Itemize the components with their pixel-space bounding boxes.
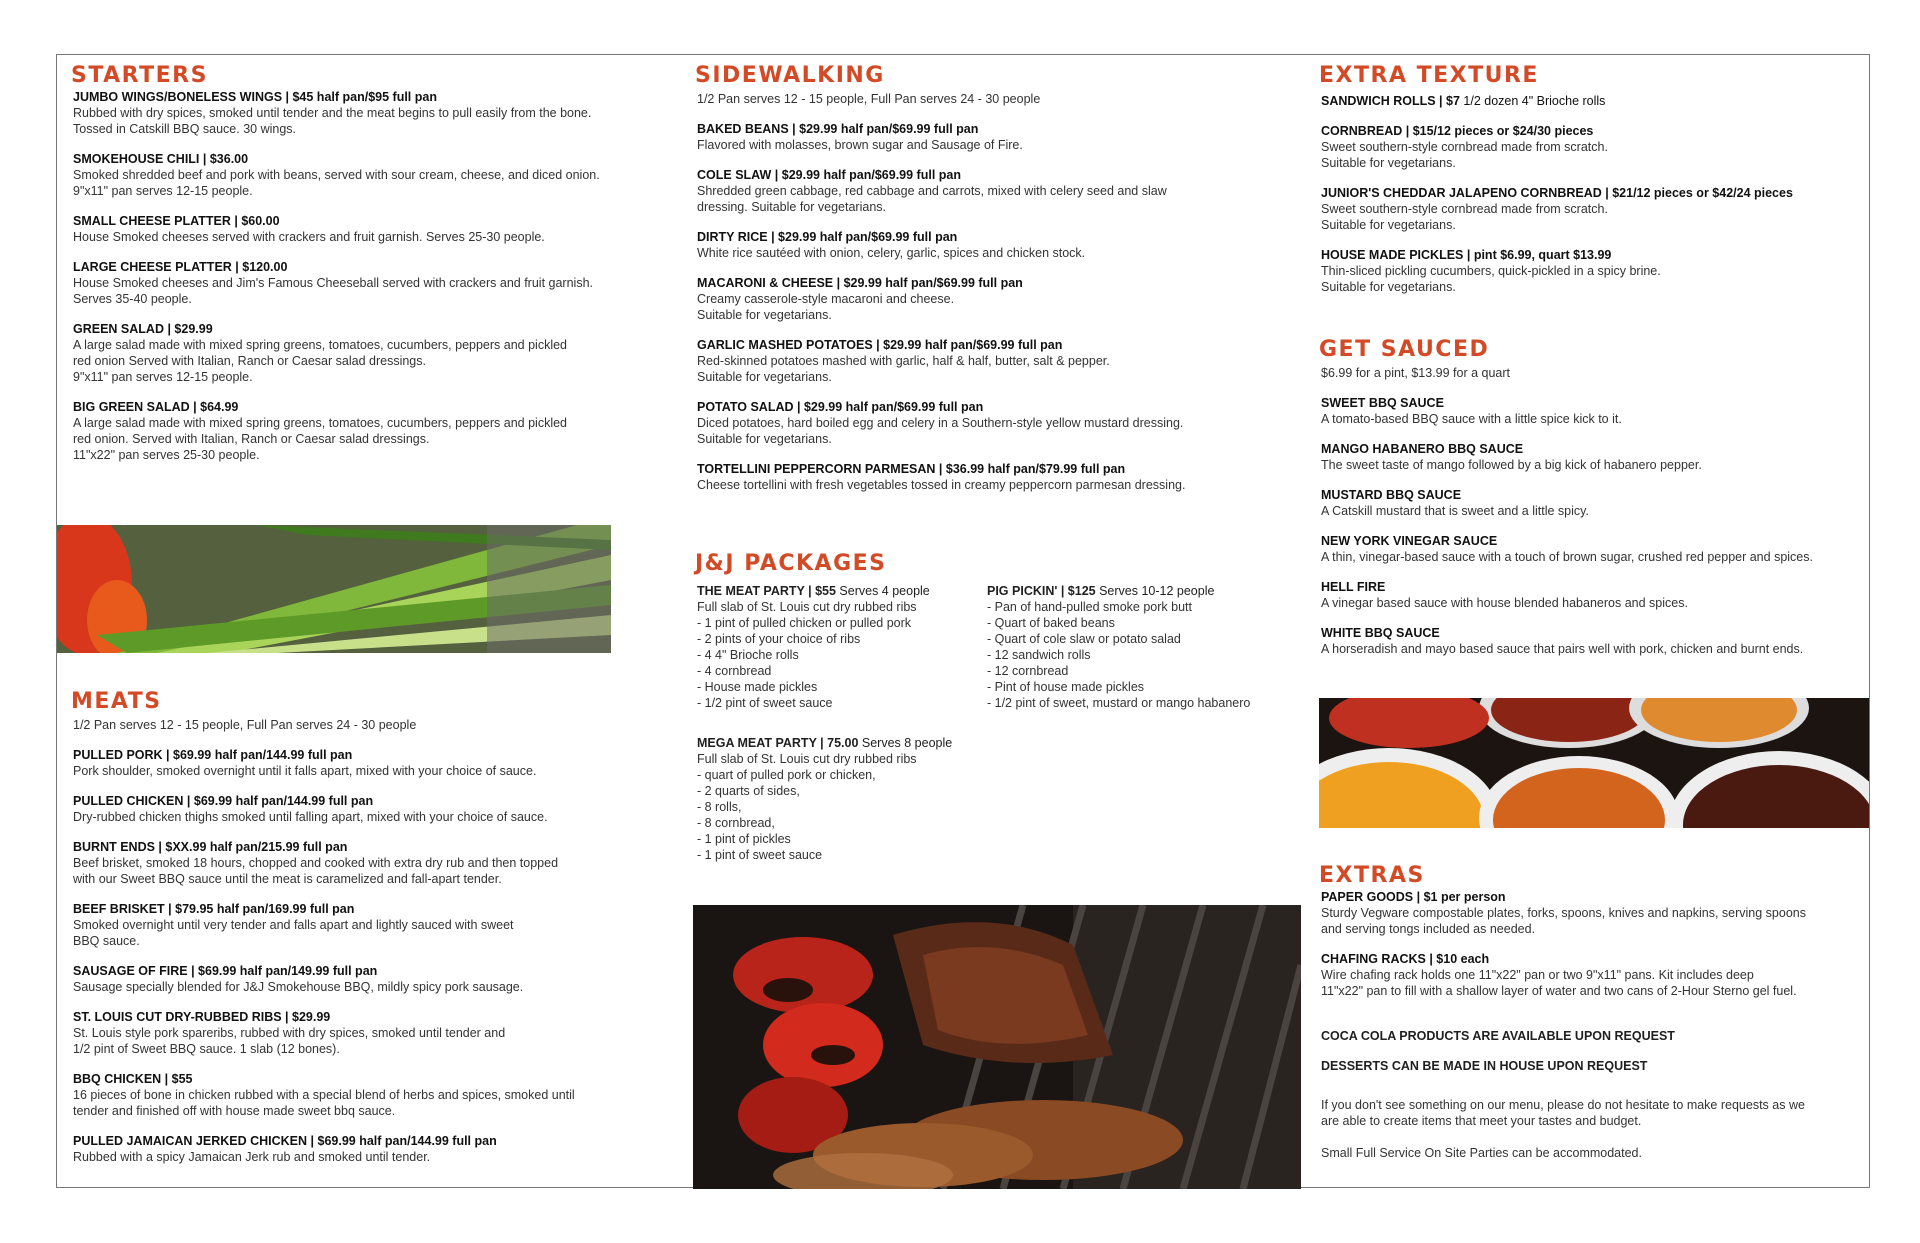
menu-item-name: PAPER GOODS | $1 per person	[1321, 890, 1506, 904]
menu-item-description: Sweet southern-style cornbread made from scratch. Suitable for vegetarians.	[1321, 140, 1608, 170]
menu-item-description: A vinegar based sauce with house blended habaneros and spices.	[1321, 596, 1688, 610]
package-line: - House made pickles	[697, 680, 818, 694]
menu-item-name: SANDWICH ROLLS | $7 1/2 dozen 4" Brioche rolls	[1321, 94, 1606, 108]
starters-list	[71, 89, 671, 463]
menu-item-name: MUSTARD BBQ SAUCE	[1321, 488, 1462, 502]
package-line: - 1 pint of sweet sauce	[697, 848, 823, 862]
green-onion-photo	[57, 525, 611, 653]
parties-note: Small Full Service On Site Parties can be accommodated.	[1321, 1146, 1642, 1160]
menu-item-description: House Smoked cheeses served with crackers and fruit garnish. Serves 25-30 people.	[73, 230, 545, 244]
menu-item	[697, 121, 1315, 153]
menu-item-name: POTATO SALAD | $29.99 half pan/$69.99 full pan	[697, 400, 984, 414]
extra-texture-title: EXTRA TEXTURE	[1319, 63, 1539, 88]
package-line: - 2 quarts of sides,	[697, 784, 800, 798]
package-line: Full slab of St. Louis cut dry rubbed ribs	[697, 600, 917, 614]
menu-item-description: House Smoked cheeses and Jim's Famous Cheeseball served with crackers and fruit garnish. Serves 35-40 people.	[73, 276, 593, 306]
extras-list	[1319, 889, 1859, 999]
menu-item-name: PULLED JAMAICAN JERKED CHICKEN | $69.99 half pan/144.99 full pan	[73, 1134, 497, 1148]
menu-item	[73, 89, 671, 137]
menu-item-description: Thin-sliced pickling cucumbers, quick-pickled in a spicy brine. Suitable for vegetarians.	[1321, 264, 1661, 294]
mega-party-package	[697, 735, 997, 863]
menu-item-name: TORTELLINI PEPPERCORN PARMESAN | $36.99 half pan/$79.99 full pan	[697, 462, 1126, 476]
menu-item	[73, 793, 671, 825]
menu-item	[73, 963, 671, 995]
menu-item	[73, 1009, 671, 1057]
requests-note: If you don't see something on our menu, please do not hesitate to make requests as we are able to create items that meet your tastes and budget.	[1321, 1098, 1805, 1128]
menu-item	[1321, 487, 1859, 519]
menu-item-description: White rice sautéed with onion, celery, garlic, spices and chicken stock.	[697, 246, 1086, 260]
menu-item	[697, 275, 1315, 323]
pig-pickin-name: PIG PICKIN' | $125 Serves 10-12 people	[987, 584, 1215, 598]
meats-subtitle: 1/2 Pan serves 12 - 15 people, Full Pan serves 24 - 30 people	[73, 718, 417, 732]
menu-item	[1321, 951, 1859, 999]
starters-section	[71, 63, 671, 477]
coca-cola-note: COCA COLA PRODUCTS ARE AVAILABLE UPON REQUEST	[1321, 1029, 1675, 1043]
package-line: - 4 4" Brioche rolls	[697, 648, 799, 662]
sidewalking-subtitle: 1/2 Pan serves 12 - 15 people, Full Pan serves 24 - 30 people	[697, 92, 1041, 106]
menu-item-description: Diced potatoes, hard boiled egg and celery in a Southern-style yellow mustard dressing. Suitable for vegetarians.	[697, 416, 1184, 446]
menu-item-name: BEEF BRISKET | $79.95 half pan/169.99 full pan	[73, 902, 355, 916]
menu-item	[1321, 247, 1859, 295]
sidewalking-title: SIDEWALKING	[695, 63, 885, 88]
menu-item-name: BAKED BEANS | $29.99 half pan/$69.99 full pan	[697, 122, 979, 136]
menu-item-name: CORNBREAD | $15/12 pieces or $24/30 pieces	[1321, 124, 1594, 138]
menu-item-description: A horseradish and mayo based sauce that pairs well with pork, chicken and burnt ends.	[1321, 642, 1804, 656]
package-line: - Pint of house made pickles	[987, 680, 1145, 694]
menu-item-description: Rubbed with dry spices, smoked until tender and the meat begins to pull easily from the bone. Tossed in Catskill BBQ sauce. 30 wings.	[73, 106, 592, 136]
extra-texture-section	[1319, 63, 1859, 309]
menu-item-description: Wire chafing rack holds one 11"x22" pan or two 9"x11" pans. Kit includes deep 11"x22" pan to fill with a shallow layer of water and two cans of 2-Hour Sterno gel fuel.	[1321, 968, 1797, 998]
package-line: - 2 pints of your choice of ribs	[697, 632, 861, 646]
menu-item-description: Sweet southern-style cornbread made from scratch. Suitable for vegetarians.	[1321, 202, 1608, 232]
get-sauced-title: GET SAUCED	[1319, 337, 1490, 362]
meats-section	[71, 689, 671, 1179]
menu-item	[697, 229, 1315, 261]
package-line: - 1/2 pint of sweet, mustard or mango habanero	[987, 696, 1251, 710]
menu-item	[73, 151, 671, 199]
menu-item-name: ST. LOUIS CUT DRY-RUBBED RIBS | $29.99	[73, 1010, 331, 1024]
menu-item-name: PULLED PORK | $69.99 half pan/144.99 full pan	[73, 748, 353, 762]
sidewalking-section	[695, 63, 1315, 507]
get-sauced-section	[1319, 337, 1859, 671]
menu-item-description: Creamy casserole-style macaroni and cheese. Suitable for vegetarians.	[697, 292, 955, 322]
menu-item	[73, 259, 671, 307]
package-line: - 8 rolls,	[697, 800, 742, 814]
menu-item	[73, 321, 671, 385]
desserts-note: DESSERTS CAN BE MADE IN HOUSE UPON REQUEST	[1321, 1059, 1648, 1073]
menu-item	[73, 747, 671, 779]
menu-item	[73, 901, 671, 949]
package-line: - 4 cornbread	[697, 664, 772, 678]
menu-item	[697, 399, 1315, 447]
menu-item-description: A large salad made with mixed spring greens, tomatoes, cucumbers, peppers and pickled red onion. Served with Italian, Ranch or Caesar salad dressings. 11"x22" pan serves 25-30 people.	[73, 416, 568, 462]
menu-item	[697, 337, 1315, 385]
menu-item-description: Cheese tortellini with fresh vegetables tossed in creamy peppercorn parmesan dressing.	[697, 478, 1186, 492]
menu-item	[1321, 625, 1859, 657]
menu-item-description: 16 pieces of bone in chicken rubbed with a special blend of herbs and spices, smoked until tender and finished off with house made sweet bbq sauce.	[73, 1088, 575, 1118]
menu-item	[73, 1071, 671, 1119]
menu-item-description: Sausage specially blended for J&J Smokehouse BBQ, mildly spicy pork sausage.	[73, 980, 524, 994]
menu-item	[1321, 889, 1859, 937]
packages-title: J&J PACKAGES	[695, 551, 887, 576]
menu-item	[1321, 533, 1859, 565]
menu-item-name: HELL FIRE	[1321, 580, 1386, 594]
menu-item-name: PULLED CHICKEN | $69.99 half pan/144.99 full pan	[73, 794, 374, 808]
menu-item	[1321, 93, 1859, 109]
menu-item-name: HOUSE MADE PICKLES | pint $6.99, quart $13.99	[1321, 248, 1612, 262]
package-line: - 12 cornbread	[987, 664, 1069, 678]
package-line: Full slab of St. Louis cut dry rubbed ribs	[697, 752, 917, 766]
menu-item-description: Red-skinned potatoes mashed with garlic, half & half, butter, salt & pepper. Suitable for vegetarians.	[697, 354, 1110, 384]
menu-item	[1321, 123, 1859, 171]
menu-item-description: Beef brisket, smoked 18 hours, chopped and cooked with extra dry rub and then topped with our Sweet BBQ sauce until the meat is caramelized and fall-apart tender.	[73, 856, 559, 886]
menu-item-description: Shredded green cabbage, red cabbage and carrots, mixed with celery seed and slaw dressing. Suitable for vegetarians.	[697, 184, 1167, 214]
get-sauced-list	[1319, 395, 1859, 657]
menu-item-name: SMALL CHEESE PLATTER | $60.00	[73, 214, 280, 228]
meat-party-package	[697, 583, 977, 711]
extra-texture-list	[1319, 93, 1859, 295]
menu-item-description: Smoked overnight until very tender and falls apart and lightly sauced with sweet BBQ sauce.	[73, 918, 514, 948]
package-line: - quart of pulled pork or chicken,	[697, 768, 876, 782]
menu-item-name: GARLIC MASHED POTATOES | $29.99 half pan/$69.99 full pan	[697, 338, 1063, 352]
extras-section	[1319, 863, 1859, 1177]
menu-item	[73, 213, 671, 245]
menu-item-description: Dry-rubbed chicken thighs smoked until falling apart, mixed with your choice of sauce.	[73, 810, 548, 824]
menu-item-description: A Catskill mustard that is sweet and a little spicy.	[1321, 504, 1589, 518]
menu-item	[1321, 579, 1859, 611]
meats-list	[71, 747, 671, 1165]
menu-item-name: SWEET BBQ SAUCE	[1321, 396, 1444, 410]
menu-item-name: WHITE BBQ SAUCE	[1321, 626, 1440, 640]
menu-item-description: A tomato-based BBQ sauce with a little spice kick to it.	[1321, 412, 1622, 426]
package-line: - 12 sandwich rolls	[987, 648, 1091, 662]
sidewalking-list	[695, 121, 1315, 493]
package-line: - Pan of hand-pulled smoke pork butt	[987, 600, 1192, 614]
menu-item-description: Rubbed with a spicy Jamaican Jerk rub and smoked until tender.	[73, 1150, 431, 1164]
extras-title: EXTRAS	[1319, 863, 1425, 888]
menu-item-name: LARGE CHEESE PLATTER | $120.00	[73, 260, 288, 274]
menu-item-name: JUNIOR'S CHEDDAR JALAPENO CORNBREAD | $21/12 pieces or $42/24 pieces	[1321, 186, 1793, 200]
menu-item	[697, 167, 1315, 215]
starters-title: STARTERS	[71, 63, 208, 88]
package-line: - Quart of cole slaw or potato salad	[987, 632, 1181, 646]
menu-item-description: Flavored with molasses, brown sugar and Sausage of Fire.	[697, 138, 1023, 152]
menu-item	[1321, 395, 1859, 427]
menu-item-name: MACARONI & CHEESE | $29.99 half pan/$69.99 full pan	[697, 276, 1023, 290]
menu-item-description: Pork shoulder, smoked overnight until it falls apart, mixed with your choice of sauce.	[73, 764, 537, 778]
menu-item-description: A large salad made with mixed spring greens, tomatoes, cucumbers, peppers and pickled red onion Served with Italian, Ranch or Caesar salad dressings. 9"x11" pan serves 12-15 people.	[73, 338, 568, 384]
package-line: - 1/2 pint of sweet sauce	[697, 696, 833, 710]
meats-title: MEATS	[71, 689, 162, 714]
menu-item-name: DIRTY RICE | $29.99 half pan/$69.99 full pan	[697, 230, 958, 244]
menu-item-description: The sweet taste of mango followed by a big kick of habanero pepper.	[1321, 458, 1702, 472]
menu-item	[73, 839, 671, 887]
menu-item-description: A thin, vinegar-based sauce with a touch of brown sugar, crushed red pepper and spices.	[1321, 550, 1813, 564]
package-line: - Quart of baked beans	[987, 616, 1115, 630]
menu-frame	[56, 54, 1870, 1188]
package-line: - 8 cornbread,	[697, 816, 775, 830]
menu-item-description: St. Louis style pork spareribs, rubbed with dry spices, smoked until tender and 1/2 pint of Sweet BBQ sauce. 1 slab (12 bones).	[73, 1026, 506, 1056]
menu-item-name: BURNT ENDS | $XX.99 half pan/215.99 full pan	[73, 840, 348, 854]
grill-photo	[693, 905, 1301, 1189]
menu-item-description: Sturdy Vegware compostable plates, forks, spoons, knives and napkins, serving spoons and serving tongs included as needed.	[1321, 906, 1806, 936]
meat-party-name: THE MEAT PARTY | $55 Serves 4 people	[697, 584, 930, 598]
menu-item-name: BIG GREEN SALAD | $64.99	[73, 400, 239, 414]
menu-item	[697, 461, 1315, 493]
get-sauced-subtitle: $6.99 for a pint, $13.99 for a quart	[1321, 366, 1511, 380]
menu-item-name: SMOKEHOUSE CHILI | $36.00	[73, 152, 249, 166]
package-line: - 1 pint of pickles	[697, 832, 791, 846]
packages-section	[695, 551, 1315, 877]
menu-item-name: SAUSAGE OF FIRE | $69.99 half pan/149.99 full pan	[73, 964, 378, 978]
menu-item-name: NEW YORK VINEGAR SAUCE	[1321, 534, 1498, 548]
packages-grid	[695, 577, 1315, 877]
menu-item-name: MANGO HABANERO BBQ SAUCE	[1321, 442, 1524, 456]
menu-item-name: COLE SLAW | $29.99 half pan/$69.99 full pan	[697, 168, 961, 182]
menu-item-description: Smoked shredded beef and pork with beans, served with sour cream, cheese, and diced onion. 9"x11" pan serves 12-15 people.	[73, 168, 600, 198]
package-line: - 1 pint of pulled chicken or pulled pork	[697, 616, 912, 630]
menu-item-name: JUMBO WINGS/BONELESS WINGS | $45 half pan/$95 full pan	[73, 90, 437, 104]
menu-item	[73, 1133, 671, 1165]
menu-item-name: CHAFING RACKS | $10 each	[1321, 952, 1490, 966]
menu-item-name: BBQ CHICKEN | $55	[73, 1072, 193, 1086]
menu-item	[1321, 441, 1859, 473]
menu-item	[73, 399, 671, 463]
pig-pickin-package	[987, 583, 1317, 711]
menu-item	[1321, 185, 1859, 233]
mega-party-name: MEGA MEAT PARTY | 75.00 Serves 8 people	[697, 736, 953, 750]
sauces-photo	[1319, 698, 1869, 828]
menu-item-name: GREEN SALAD | $29.99	[73, 322, 213, 336]
